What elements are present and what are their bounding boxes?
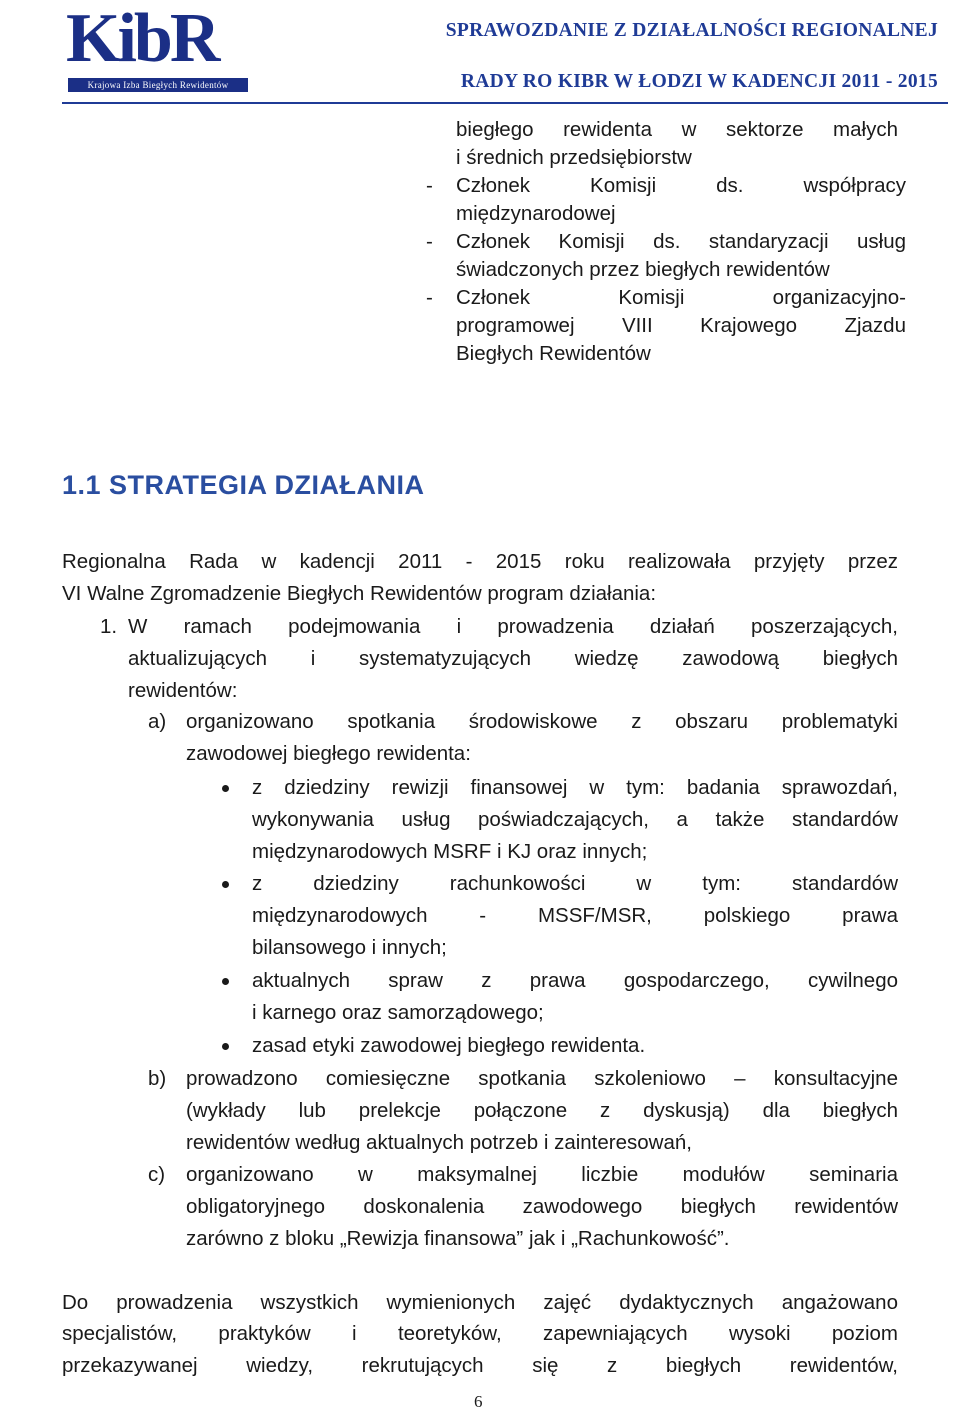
sub-item-c-line2: obligatoryjnego doskonalenia zawodowego biegłych rewidentów bbox=[186, 1195, 898, 1218]
logo-main-text: KibR bbox=[66, 0, 218, 77]
top-list-continuation-line1: biegłego rewidenta w sektorze małych bbox=[456, 118, 898, 141]
list-item-line: międzynarodowej bbox=[456, 202, 616, 225]
closing-line3: przekazywanej wiedzy, rekrutujących się z biegłych rewidentów, bbox=[62, 1354, 898, 1377]
list-item-line: Członek Komisji ds. standaryzacji usług bbox=[456, 230, 906, 253]
closing-line2: specjalistów, praktyków i teoretyków, zapewniających wysoki poziom bbox=[62, 1322, 898, 1345]
list-dash: - bbox=[426, 230, 433, 253]
item1-line1: W ramach podejmowania i prowadzenia działań poszerzających, bbox=[128, 615, 898, 638]
bullet-icon bbox=[222, 785, 229, 792]
intro-line2: VI Walne Zgromadzenie Biegłych Rewidentów program działania: bbox=[62, 582, 657, 605]
sub-item-a-line2: zawodowej biegłego rewidenta: bbox=[186, 742, 471, 765]
sub-item-label-a: a) bbox=[148, 710, 167, 733]
sub-item-label-b: b) bbox=[148, 1067, 167, 1090]
page-number: 6 bbox=[474, 1392, 483, 1411]
bullet-icon bbox=[222, 978, 229, 985]
bullet-line: z dziedziny rewizji finansowej w tym: badania sprawozdań, bbox=[252, 776, 898, 799]
item1-line2: aktualizujących i systematyzujących wiedzę zawodową biegłych bbox=[128, 647, 898, 670]
item1-number: 1. bbox=[100, 615, 118, 638]
sub-item-label-c: c) bbox=[148, 1163, 166, 1186]
sub-item-b-line2: (wykłady lub prelekcje połączone z dyskusją) dla biegłych bbox=[186, 1099, 898, 1122]
kibr-logo bbox=[66, 0, 250, 92]
sub-item-c-line1: organizowano w maksymalnej liczbie modułów seminaria bbox=[186, 1163, 898, 1186]
report-title-line1: SPRAWOZDANIE Z DZIAŁALNOŚCI REGIONALNEJ bbox=[445, 20, 938, 41]
sub-item-c-line3: zarówno z bloku „Rewizja finansowa” jak i „Rachunkowość”. bbox=[186, 1227, 730, 1250]
bullet-line: międzynarodowych MSRF i KJ oraz innych; bbox=[252, 840, 648, 863]
list-item-line: programowej VIII Krajowego Zjazdu bbox=[456, 314, 906, 337]
list-dash: - bbox=[426, 174, 433, 197]
bullet-line: z dziedziny rachunkowości w tym: standardów bbox=[252, 872, 898, 895]
list-item-line: Członek Komisji organizacyjno- bbox=[456, 286, 906, 309]
list-dash: - bbox=[426, 286, 433, 309]
list-item-line: Biegłych Rewidentów bbox=[456, 342, 651, 365]
bullet-line: aktualnych spraw z prawa gospodarczego, cywilnego bbox=[252, 969, 898, 992]
item1-line3: rewidentów: bbox=[128, 679, 238, 702]
bullet-line: wykonywania usług poświadczających, a także standardów bbox=[252, 808, 898, 831]
sub-item-b-line1: prowadzono comiesięczne spotkania szkoleniowo – konsultacyjne bbox=[186, 1067, 898, 1090]
bullet-line: zasad etyki zawodowej biegłego rewidenta. bbox=[252, 1034, 646, 1057]
list-item-line: Członek Komisji ds. współpracy bbox=[456, 174, 906, 197]
bullet-line: międzynarodowych - MSSF/MSR, polskiego prawa bbox=[252, 904, 898, 927]
intro-line1: Regionalna Rada w kadencji 2011 - 2015 roku realizowała przyjęty przez bbox=[62, 550, 898, 573]
top-list-continuation-line2: i średnich przedsiębiorstw bbox=[456, 146, 692, 169]
header-rule bbox=[62, 102, 948, 104]
bullet-icon bbox=[222, 881, 229, 888]
bullet-line: i karnego oraz samorządowego; bbox=[252, 1001, 544, 1024]
bullet-line: bilansowego i innych; bbox=[252, 936, 447, 959]
list-item-line: świadczonych przez biegłych rewidentów bbox=[456, 258, 830, 281]
logo-subtitle: Krajowa Izba Biegłych Rewidentów bbox=[68, 78, 248, 92]
closing-line1: Do prowadzenia wszystkich wymienionych zajęć dydaktycznych angażowano bbox=[62, 1291, 898, 1314]
bullet-icon bbox=[222, 1043, 229, 1050]
sub-item-a-line1: organizowano spotkania środowiskowe z obszaru problematyki bbox=[186, 710, 898, 733]
sub-item-b-line3: rewidentów według aktualnych potrzeb i zainteresowań, bbox=[186, 1131, 692, 1154]
page-header bbox=[0, 0, 960, 104]
section-heading: 1.1 STRATEGIA DZIAŁANIA bbox=[62, 470, 425, 500]
report-title-line2: RADY RO KIBR W ŁODZI W KADENCJI 2011 - 2015 bbox=[460, 71, 938, 92]
